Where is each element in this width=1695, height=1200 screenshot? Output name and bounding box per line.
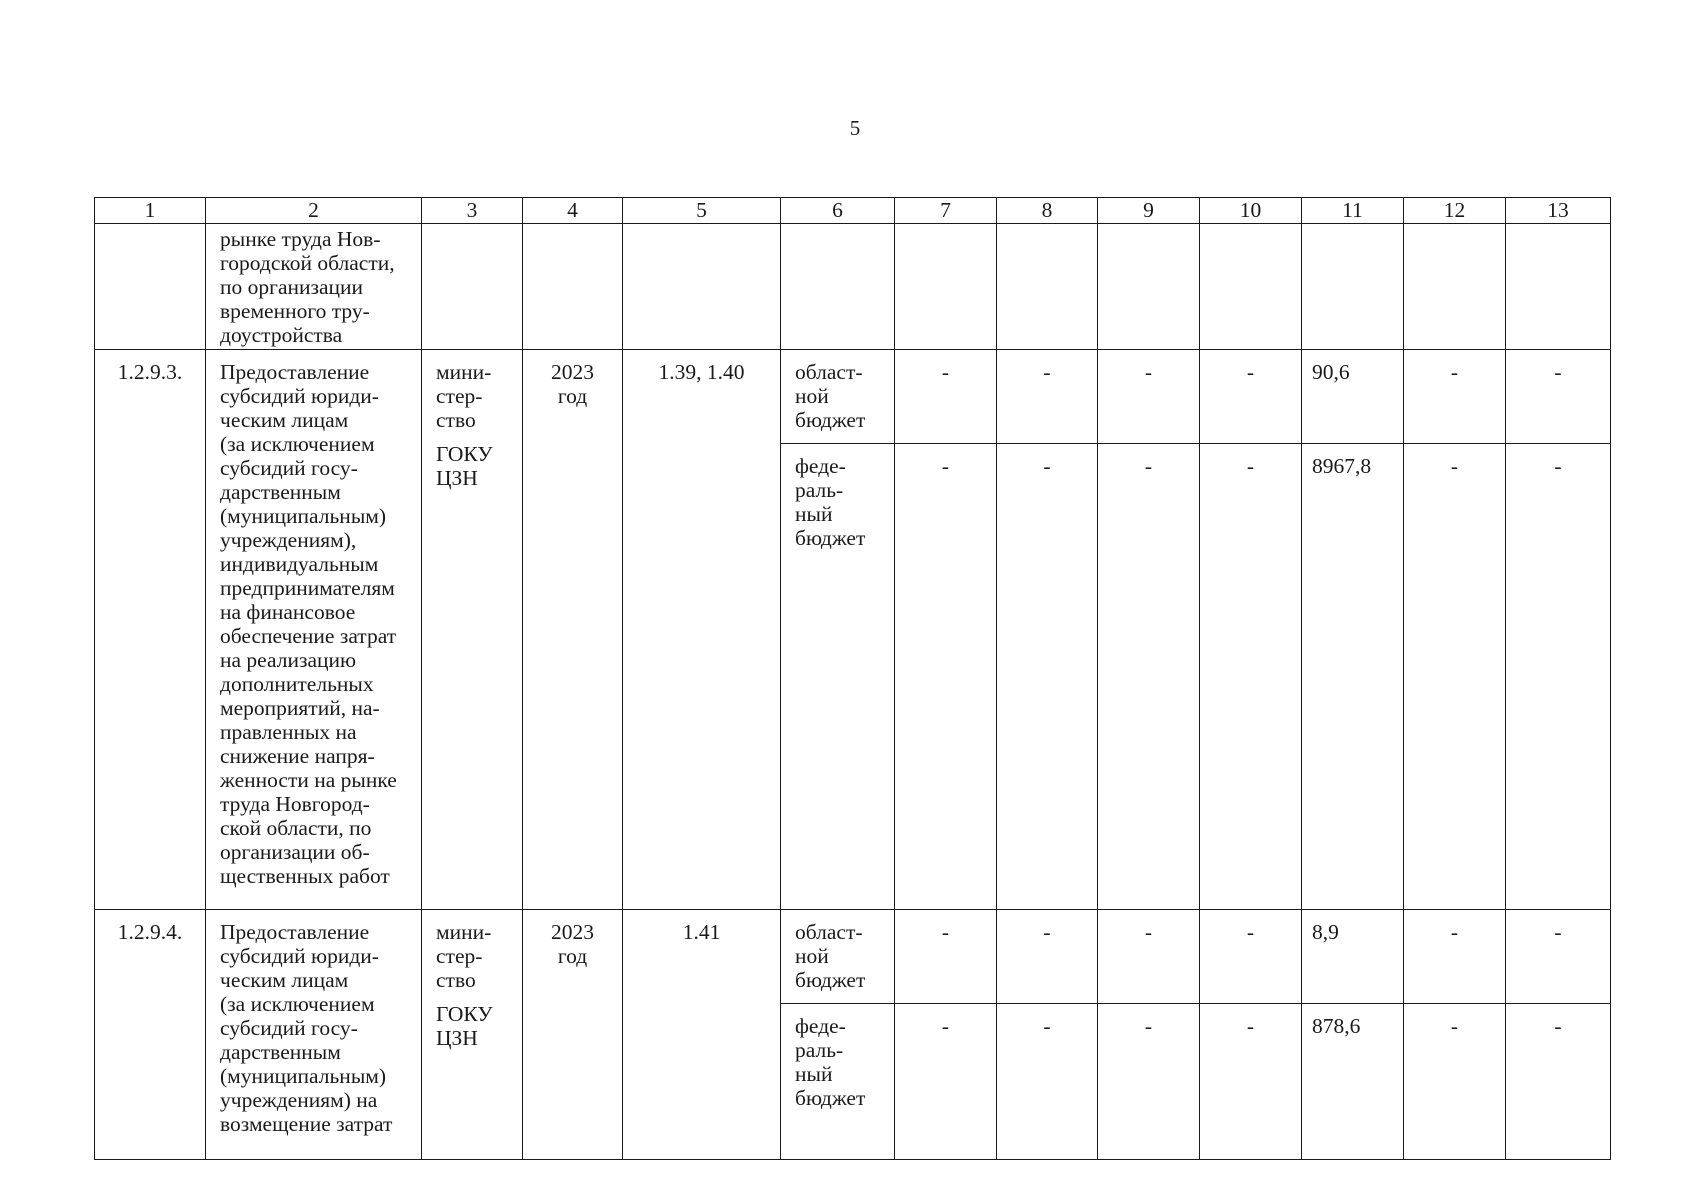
executor-ministry: мини- стер- ство (436, 920, 492, 992)
value-cell: - (997, 1004, 1098, 1160)
header-cell: 11 (1302, 198, 1404, 224)
executor-cell (422, 350, 523, 910)
year-cell: 2023 год (523, 910, 623, 1160)
measure-name: Предоставление субсидий юриди- ческим лицам (за исключением субсидий госу- дарственным (муниципальным) учреждениям), индивидуальным предпринимателям на финансовое обеспечение затрат на реализацию дополнительных мероприятий, на- правленных на снижение напря- женности на рынке труда Новгород- ской области, по организации об- щественных работ (206, 350, 422, 910)
continuation-row (95, 224, 1611, 350)
table-cell (95, 224, 206, 350)
value-cell: - (1404, 350, 1506, 444)
header-cell: 3 (422, 198, 523, 224)
value-cell: 8,9 (1302, 910, 1404, 1004)
table-cell (1404, 224, 1506, 350)
value-cell: - (997, 444, 1098, 910)
measure-name: Предоставление субсидий юриди- ческим лицам (за исключением субсидий госу- дарственным (муниципальным) учреждениям) на возмещение затрат (206, 910, 422, 1160)
value-cell: - (1098, 910, 1200, 1004)
value-cell: 90,6 (1302, 350, 1404, 444)
funding-source: феде- раль- ный бюджет (781, 444, 895, 910)
header-cell: 2 (206, 198, 422, 224)
table-cell (422, 224, 523, 350)
indicators-cell: 1.41 (623, 910, 781, 1160)
header-cell: 7 (895, 198, 997, 224)
value-cell: - (1506, 350, 1611, 444)
table-row (95, 910, 1611, 1004)
value-cell: - (997, 910, 1098, 1004)
value-cell: 878,6 (1302, 1004, 1404, 1160)
value-cell: - (1200, 1004, 1302, 1160)
value-cell: 8967,8 (1302, 444, 1404, 910)
executor-cell (422, 910, 523, 1160)
header-row (95, 198, 1611, 224)
header-cell: 8 (997, 198, 1098, 224)
funding-source: област- ной бюджет (781, 350, 895, 444)
value-cell: - (997, 350, 1098, 444)
header-cell: 4 (523, 198, 623, 224)
table-cell (623, 224, 781, 350)
executor-gokucsn: ГОКУ ЦЗН (436, 1002, 493, 1050)
funding-source: феде- раль- ный бюджет (781, 1004, 895, 1160)
value-cell: - (1098, 350, 1200, 444)
table-cell (895, 224, 997, 350)
funding-source: област- ной бюджет (781, 910, 895, 1004)
measure-name: рынке труда Нов- городской области, по организации временного тру- доустройства (206, 224, 422, 350)
value-cell: - (1200, 444, 1302, 910)
value-cell: - (895, 910, 997, 1004)
executor-gokucsn: ГОКУ ЦЗН (436, 442, 493, 490)
value-cell: - (1404, 444, 1506, 910)
table-cell (523, 224, 623, 350)
budget-table (94, 197, 1611, 1160)
header-cell: 9 (1098, 198, 1200, 224)
header-cell: 5 (623, 198, 781, 224)
header-cell: 1 (95, 198, 206, 224)
table-cell (781, 224, 895, 350)
table-cell (1302, 224, 1404, 350)
table-cell (1200, 224, 1302, 350)
year-cell: 2023 год (523, 350, 623, 910)
value-cell: - (1098, 1004, 1200, 1160)
header-cell: 10 (1200, 198, 1302, 224)
measure-number: 1.2.9.3. (95, 350, 206, 910)
header-cell: 6 (781, 198, 895, 224)
executor-ministry: мини- стер- ство (436, 360, 492, 432)
measure-number: 1.2.9.4. (95, 910, 206, 1160)
table-cell (1098, 224, 1200, 350)
indicators-cell: 1.39, 1.40 (623, 350, 781, 910)
value-cell: - (1200, 910, 1302, 1004)
value-cell: - (1404, 910, 1506, 1004)
header-cell: 13 (1506, 198, 1611, 224)
value-cell: - (1098, 444, 1200, 910)
value-cell: - (1200, 350, 1302, 444)
table-row (95, 350, 1611, 444)
value-cell: - (895, 444, 997, 910)
table-cell (997, 224, 1098, 350)
value-cell: - (1506, 1004, 1611, 1160)
value-cell: - (1404, 1004, 1506, 1160)
value-cell: - (895, 1004, 997, 1160)
value-cell: - (895, 350, 997, 444)
page-number: 5 (849, 116, 861, 140)
header-cell: 12 (1404, 198, 1506, 224)
table-cell (1506, 224, 1611, 350)
value-cell: - (1506, 444, 1611, 910)
value-cell: - (1506, 910, 1611, 1004)
